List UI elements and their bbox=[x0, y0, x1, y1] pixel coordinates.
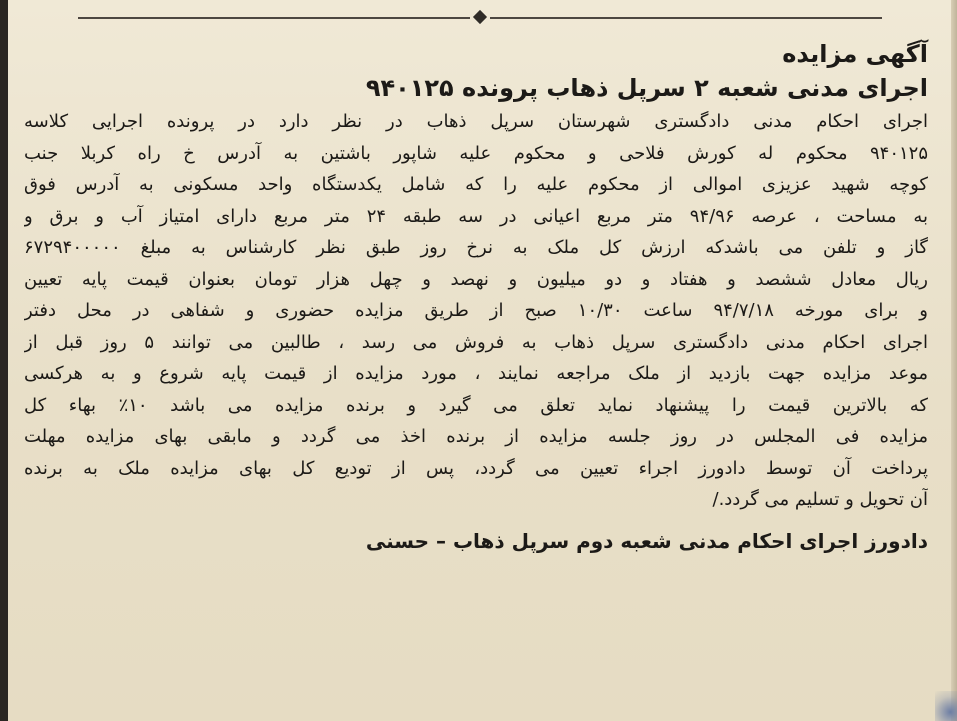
signature-line: دادورز اجرای احکام مدنی شعبه دوم سرپل ذهاب – حسنی bbox=[365, 528, 928, 553]
body-line: گاز و تلفن می باشدکه ارزش کل ملک به نرخ روز طبق نظر کارشناس به مبلغ ۶۷۲۹۴۰۰۰۰۰ bbox=[24, 237, 928, 258]
body-line: اجرای احکام مدنی دادگستری شهرستان سرپل ذهاب در نظر دارد در پرونده اجرایی کلاسه bbox=[24, 111, 928, 132]
body-line: مزایده فی المجلس در روز جلسه مزایده از برنده اخذ می گردد و مابقی بهای مزایده مهلت bbox=[24, 426, 928, 447]
body-line: ۹۴۰۱۲۵ محکوم له کورش فلاحی و محکوم علیه شاپور باشتین به آدرس خ راه کربلا جنب bbox=[24, 142, 928, 164]
body-line-last: آن تحویل و تسلیم می گردد./ bbox=[712, 489, 928, 510]
notice-body bbox=[24, 106, 928, 516]
header-ornament bbox=[78, 12, 882, 24]
body-line: که بالاترین قیمت را پیشنهاد نماید تعلق می گیرد و برنده مزایده می باشد ۱۰٪ بهاء کل bbox=[24, 394, 928, 416]
notice-subtitle: اجرای مدنی شعبه ۲ سرپل ذهاب پرونده ۹۴۰۱۲۵ bbox=[365, 74, 928, 102]
paper-right-edge bbox=[951, 0, 957, 721]
ornament-right-line bbox=[490, 17, 882, 19]
body-line: پرداخت آن توسط دادورز اجراء تعیین می گردد، پس از تودیع کل بهای مزایده ملک به برنده bbox=[24, 457, 928, 479]
body-line: کوچه شهید عزیزی اموالی از محکوم علیه را که شامل یکدستگاه واحد مسکونی به آدرس فوق bbox=[24, 174, 928, 195]
ink-smudge bbox=[935, 691, 957, 721]
ornament-left-line bbox=[78, 17, 470, 19]
auction-notice bbox=[24, 38, 928, 556]
body-line: اجرای احکام مدنی دادگستری سرپل ذهاب به فروش می رسد ، طالبین می توانند ۵ روز قبل از bbox=[24, 331, 928, 353]
body-line: و برای مورخه ۹۴/۷/۱۸ ساعت ۱۰/۳۰ صبح از طریق مزایده حضوری و شفاهی در محل دفتر bbox=[24, 300, 928, 321]
scan-left-edge bbox=[0, 0, 8, 721]
body-line: به مساحت ، عرصه ۹۴/۹۶ متر مربع اعیانی در سه طبقه ۲۴ متر مربع دارای امتیاز آب و برق و bbox=[24, 205, 928, 227]
body-line: موعد مزایده جهت بازدید از ملک مراجعه نمایند ، مورد مزایده از قیمت پایه شروع و به هرکسی bbox=[24, 363, 928, 384]
diamond-icon bbox=[473, 10, 487, 24]
notice-title: آگهی مزایده bbox=[782, 40, 928, 68]
body-line: ریال معادل ششصد و هفتاد و دو میلیون و نهصد و چهل هزار تومان بعنوان قیمت پایه تعیین bbox=[24, 268, 928, 290]
